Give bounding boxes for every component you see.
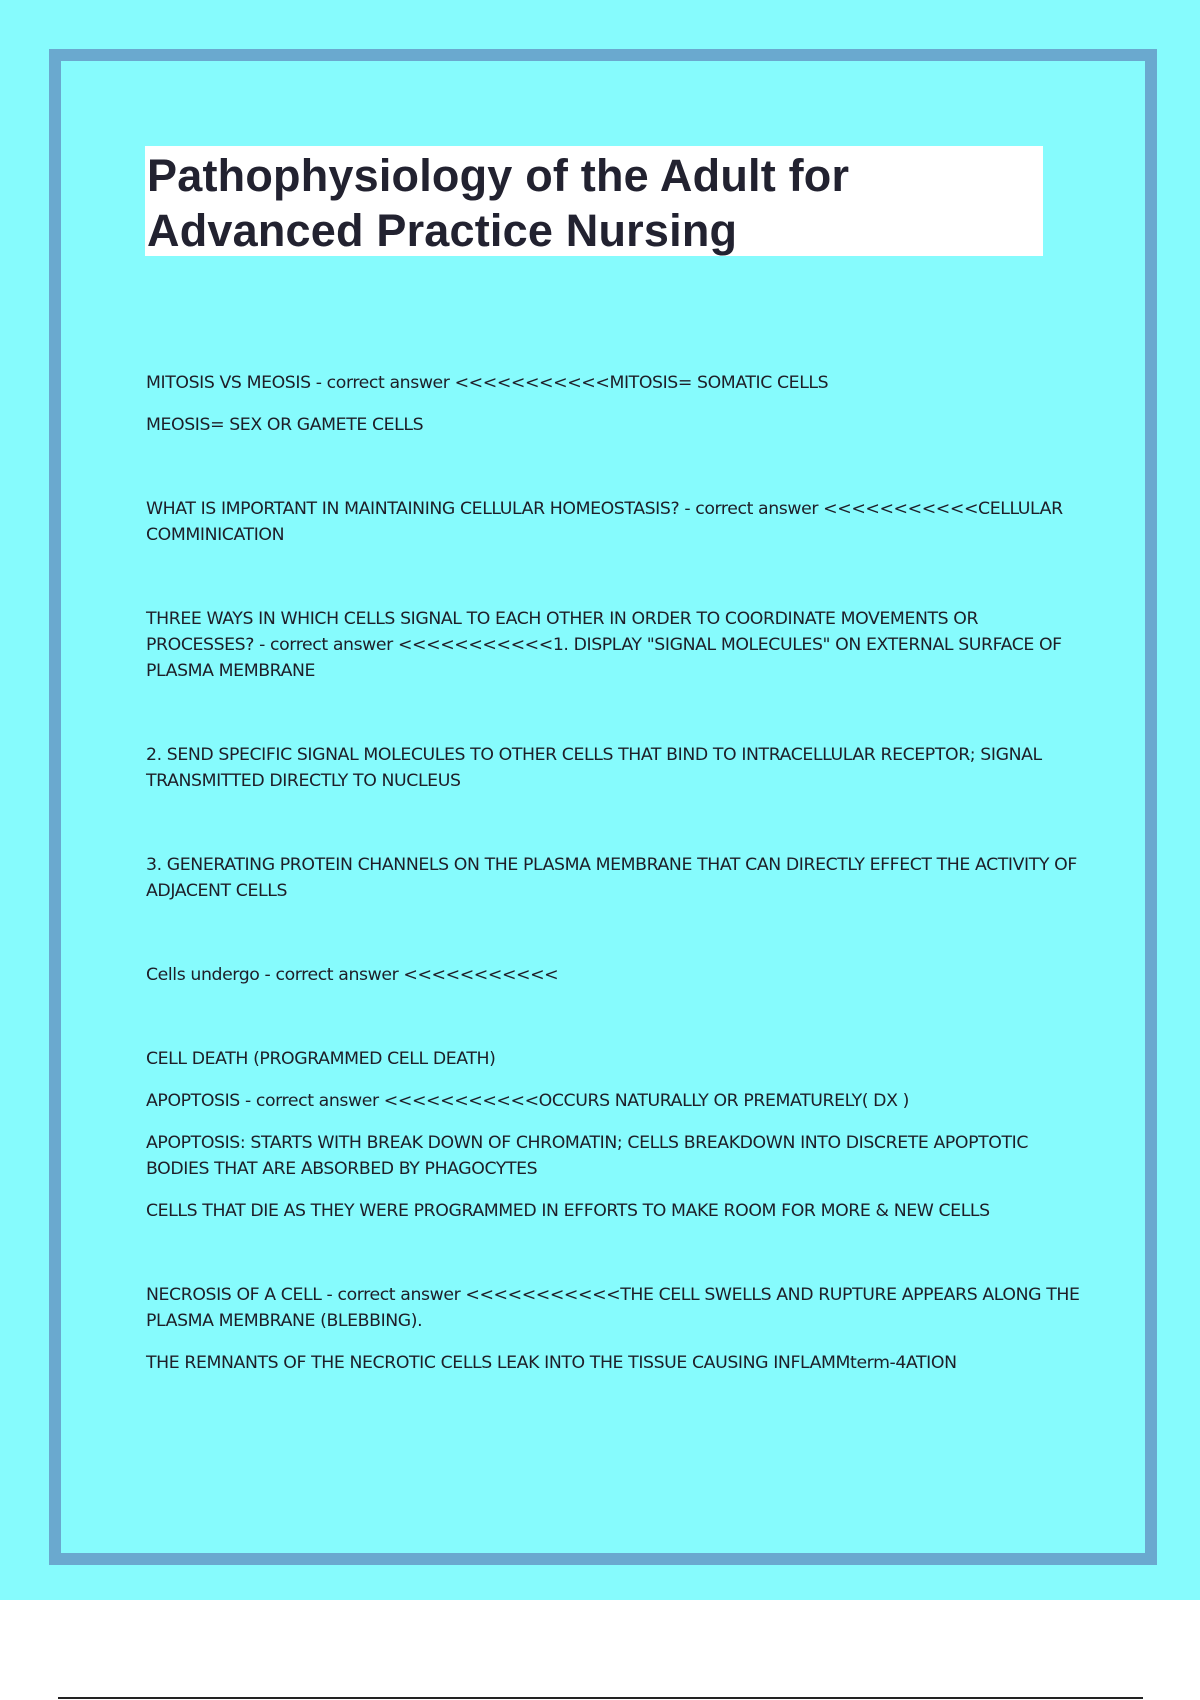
paragraph-cells-undergo: Cells undergo - correct answer <<<<<<<<<<< [146, 965, 559, 985]
paragraph-apoptosis: APOPTOSIS - correct answer <<<<<<<<<<<OCCURS NATURALLY OR PREMATURELY( DX ) [146, 1091, 909, 1111]
paragraph-three-ways: THREE WAYS IN WHICH CELLS SIGNAL TO EACH OTHER IN ORDER TO COORDINATE MOVEMENTS OR PROCESSES? - correct answer <<<<<<<<<<<1. DISPLAY "SIGNAL MOLECULES" ON EXTERNAL SURFACE OF PLASMA MEMBRANE [146, 609, 1062, 681]
paragraph-protein-channels: 3. GENERATING PROTEIN CHANNELS ON THE PLASMA MEMBRANE THAT CAN DIRECTLY EFFECT THE ACTIVITY OF ADJACENT CELLS [146, 855, 1077, 901]
title-line-2: Advanced Practice Nursing [147, 205, 738, 256]
paragraph-programmed-death: CELLS THAT DIE AS THEY WERE PROGRAMMED IN EFFORTS TO MAKE ROOM FOR MORE & NEW CELLS [146, 1201, 990, 1221]
paragraph-cell-death: CELL DEATH (PROGRAMMED CELL DEATH) [146, 1049, 496, 1069]
paragraph-necrosis: NECROSIS OF A CELL - correct answer <<<<<<<<<<<THE CELL SWELLS AND RUPTURE APPEARS ALONG THE PLASMA MEMBRANE (BLEBBING). [146, 1285, 1080, 1331]
paragraph-mitosis-vs-meosis: MITOSIS VS MEOSIS - correct answer <<<<<<<<<<<MITOSIS= SOMATIC CELLS [146, 373, 829, 393]
document-title [147, 148, 1043, 258]
paragraph-homeostasis: WHAT IS IMPORTANT IN MAINTAINING CELLULAR HOMEOSTASIS? - correct answer <<<<<<<<<<<CELLULAR COMMINICATION [146, 499, 1063, 545]
paragraph-necrotic-remnants: THE REMNANTS OF THE NECROTIC CELLS LEAK INTO THE TISSUE CAUSING INFLAMMterm-4ATION [146, 1353, 957, 1373]
paragraph-signal-molecules: 2. SEND SPECIFIC SIGNAL MOLECULES TO OTHER CELLS THAT BIND TO INTRACELLULAR RECEPTOR; SIGNAL TRANSMITTED DIRECTLY TO NUCLEUS [146, 745, 1042, 791]
title-line-1: Pathophysiology of the Adult for [147, 150, 850, 201]
title-box [145, 146, 1043, 256]
paragraph-apoptosis-detail: APOPTOSIS: STARTS WITH BREAK DOWN OF CHROMATIN; CELLS BREAKDOWN INTO DISCRETE APOPTOTIC BODIES THAT ARE ABSORBED BY PHAGOCYTES [146, 1133, 1029, 1179]
document-body [146, 370, 1086, 1376]
footer-divider [58, 1697, 1143, 1699]
paragraph-meosis: MEOSIS= SEX OR GAMETE CELLS [146, 415, 424, 435]
